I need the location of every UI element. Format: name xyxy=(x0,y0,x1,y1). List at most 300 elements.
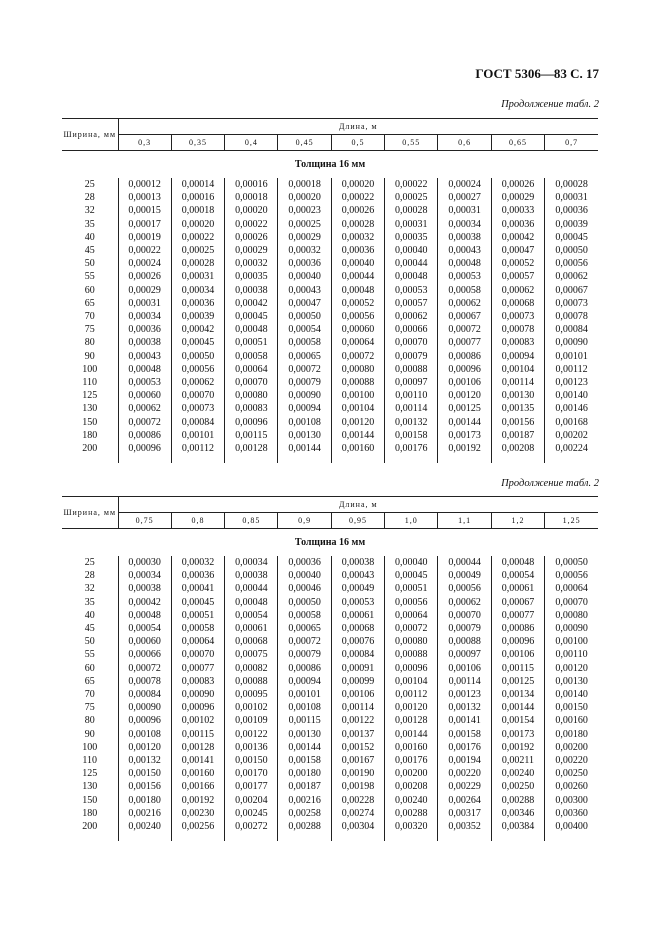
value-cell: 0,00384 xyxy=(491,820,544,833)
width-cell: 25 xyxy=(62,178,118,191)
table-row xyxy=(62,596,598,609)
width-cell: 35 xyxy=(62,218,118,231)
value-cell: 0,00040 xyxy=(278,569,331,582)
value-cell: 0,00079 xyxy=(278,376,331,389)
value-cell: 0,00204 xyxy=(225,794,278,807)
value-cell: 0,00048 xyxy=(331,284,384,297)
value-cell: 0,00038 xyxy=(331,556,384,569)
value-cell: 0,00025 xyxy=(385,191,438,204)
value-cell: 0,00018 xyxy=(171,204,224,217)
value-cell: 0,00047 xyxy=(278,297,331,310)
width-column-header: Ширина, мм xyxy=(62,497,118,529)
value-cell: 0,00128 xyxy=(385,714,438,727)
value-cell: 0,00038 xyxy=(118,582,171,595)
value-cell: 0,00125 xyxy=(491,675,544,688)
value-cell: 0,00096 xyxy=(385,662,438,675)
value-cell: 0,00264 xyxy=(438,794,491,807)
value-cell: 0,00068 xyxy=(331,622,384,635)
value-cell: 0,00132 xyxy=(438,701,491,714)
value-cell: 0,00288 xyxy=(491,794,544,807)
value-cell: 0,00079 xyxy=(385,350,438,363)
value-cell: 0,00115 xyxy=(171,728,224,741)
width-cell: 65 xyxy=(62,675,118,688)
width-cell: 40 xyxy=(62,609,118,622)
value-cell: 0,00125 xyxy=(438,402,491,415)
value-cell: 0,00130 xyxy=(491,389,544,402)
value-cell: 0,00073 xyxy=(555,297,588,309)
value-cell: 0,00073 xyxy=(491,310,544,323)
length-column-header: 0,75 xyxy=(118,513,171,529)
table-row xyxy=(62,297,598,310)
value-cell: 0,00028 xyxy=(171,257,224,270)
value-cell: 0,00045 xyxy=(171,336,224,349)
value-cell: 0,00050 xyxy=(171,350,224,363)
value-cell: 0,00043 xyxy=(438,244,491,257)
value-cell: 0,00065 xyxy=(278,350,331,363)
table-row xyxy=(62,284,598,297)
value-cell: 0,00167 xyxy=(331,754,384,767)
width-cell: 50 xyxy=(62,257,118,270)
value-cell: 0,00048 xyxy=(118,363,171,376)
value-cell: 0,00274 xyxy=(331,807,384,820)
value-cell: 0,00088 xyxy=(385,648,438,661)
value-cell: 0,00016 xyxy=(171,191,224,204)
value-cell: 0,00144 xyxy=(438,416,491,429)
value-cell: 0,00061 xyxy=(331,609,384,622)
value-cell: 0,00042 xyxy=(491,231,544,244)
value-cell: 0,00123 xyxy=(438,688,491,701)
value-cell: 0,00097 xyxy=(385,376,438,389)
table-row xyxy=(62,402,598,415)
value-cell: 0,00070 xyxy=(225,376,278,389)
value-cell: 0,00064 xyxy=(555,583,588,595)
width-cell: 32 xyxy=(62,204,118,217)
value-cell: 0,00304 xyxy=(331,820,384,833)
table-row xyxy=(62,675,598,688)
value-cell: 0,00042 xyxy=(118,596,171,609)
value-cell: 0,00064 xyxy=(385,609,438,622)
value-cell: 0,00036 xyxy=(171,569,224,582)
value-cell: 0,00154 xyxy=(491,714,544,727)
value-cell: 0,00112 xyxy=(171,442,224,455)
value-cell: 0,00020 xyxy=(278,191,331,204)
value-cell: 0,00070 xyxy=(438,609,491,622)
width-cell: 180 xyxy=(62,807,118,820)
width-cell: 70 xyxy=(62,688,118,701)
value-cell: 0,00102 xyxy=(225,701,278,714)
value-cell: 0,00240 xyxy=(491,767,544,780)
table-row xyxy=(62,622,598,635)
table-row xyxy=(62,416,598,429)
table-row xyxy=(62,609,598,622)
table-row xyxy=(62,376,598,389)
value-cell: 0,00400 xyxy=(555,821,588,833)
value-cell: 0,00034 xyxy=(118,569,171,582)
value-cell: 0,00068 xyxy=(491,297,544,310)
value-cell: 0,00036 xyxy=(331,244,384,257)
value-cell: 0,00229 xyxy=(438,780,491,793)
weight-table-2 xyxy=(62,496,598,841)
value-cell: 0,00156 xyxy=(118,780,171,793)
value-cell: 0,00090 xyxy=(171,688,224,701)
value-cell: 0,00050 xyxy=(555,245,588,257)
value-cell: 0,00141 xyxy=(171,754,224,767)
value-cell: 0,00088 xyxy=(331,376,384,389)
value-cell: 0,00072 xyxy=(118,662,171,675)
value-cell: 0,00106 xyxy=(491,648,544,661)
width-cell: 150 xyxy=(62,794,118,807)
value-cell: 0,00038 xyxy=(225,284,278,297)
value-cell: 0,00211 xyxy=(491,754,544,767)
value-cell: 0,00027 xyxy=(438,191,491,204)
value-cell: 0,00198 xyxy=(331,780,384,793)
value-cell: 0,00130 xyxy=(278,429,331,442)
table-row xyxy=(62,178,598,191)
value-cell: 0,00104 xyxy=(331,402,384,415)
value-cell: 0,00041 xyxy=(171,582,224,595)
value-cell: 0,00018 xyxy=(278,178,331,191)
value-cell: 0,00115 xyxy=(278,714,331,727)
value-cell: 0,00216 xyxy=(278,794,331,807)
value-cell: 0,00160 xyxy=(171,767,224,780)
value-cell: 0,00060 xyxy=(118,389,171,402)
value-cell: 0,00028 xyxy=(385,204,438,217)
table-row xyxy=(62,310,598,323)
value-cell: 0,00144 xyxy=(385,728,438,741)
value-cell: 0,00090 xyxy=(118,701,171,714)
value-cell: 0,00078 xyxy=(555,311,588,323)
value-cell: 0,00048 xyxy=(491,556,544,569)
continuation-label-2: Продолжение табл. 2 xyxy=(501,478,599,489)
value-cell: 0,00101 xyxy=(278,688,331,701)
width-cell: 45 xyxy=(62,622,118,635)
value-cell: 0,00052 xyxy=(491,257,544,270)
value-cell: 0,00062 xyxy=(555,271,588,283)
value-cell: 0,00140 xyxy=(555,689,588,701)
value-cell: 0,00036 xyxy=(555,205,588,217)
value-cell: 0,00056 xyxy=(331,310,384,323)
value-cell: 0,00168 xyxy=(555,416,588,428)
value-cell: 0,00250 xyxy=(491,780,544,793)
value-cell: 0,00079 xyxy=(278,648,331,661)
width-cell: 90 xyxy=(62,350,118,363)
value-cell: 0,00110 xyxy=(385,389,438,402)
section-title: Толщина 16 мм xyxy=(294,159,366,170)
value-cell: 0,00110 xyxy=(555,649,588,661)
value-cell: 0,00112 xyxy=(385,688,438,701)
value-cell: 0,00022 xyxy=(171,231,224,244)
value-cell: 0,00061 xyxy=(225,622,278,635)
value-cell: 0,00141 xyxy=(438,714,491,727)
value-cell: 0,00146 xyxy=(555,403,588,415)
value-cell: 0,00044 xyxy=(331,270,384,283)
value-cell: 0,00067 xyxy=(491,596,544,609)
width-column-header: Ширина, мм xyxy=(62,119,118,151)
value-cell: 0,00072 xyxy=(118,416,171,429)
value-cell: 0,00100 xyxy=(555,636,588,648)
value-cell: 0,00029 xyxy=(118,284,171,297)
value-cell: 0,00026 xyxy=(491,178,544,191)
value-cell: 0,00135 xyxy=(491,402,544,415)
length-column-header: 0,55 xyxy=(385,135,438,151)
value-cell: 0,00108 xyxy=(278,701,331,714)
value-cell: 0,00160 xyxy=(385,741,438,754)
table-row xyxy=(62,442,598,455)
value-cell: 0,00022 xyxy=(225,218,278,231)
value-cell: 0,00039 xyxy=(171,310,224,323)
value-cell: 0,00058 xyxy=(225,350,278,363)
value-cell: 0,00122 xyxy=(225,728,278,741)
value-cell: 0,00086 xyxy=(438,350,491,363)
table-row xyxy=(62,191,598,204)
value-cell: 0,00180 xyxy=(555,728,588,740)
value-cell: 0,00096 xyxy=(225,416,278,429)
value-cell: 0,00043 xyxy=(331,569,384,582)
value-cell: 0,00086 xyxy=(118,429,171,442)
value-cell: 0,00057 xyxy=(385,297,438,310)
table-row xyxy=(62,780,598,793)
value-cell: 0,00072 xyxy=(385,622,438,635)
value-cell: 0,00029 xyxy=(491,191,544,204)
value-cell: 0,00090 xyxy=(555,337,588,349)
value-cell: 0,00038 xyxy=(225,569,278,582)
value-cell: 0,00128 xyxy=(225,442,278,455)
value-cell: 0,00192 xyxy=(491,741,544,754)
value-cell: 0,00039 xyxy=(555,218,588,230)
value-cell: 0,00194 xyxy=(438,754,491,767)
value-cell: 0,00031 xyxy=(171,270,224,283)
value-cell: 0,00019 xyxy=(118,231,171,244)
width-cell: 60 xyxy=(62,662,118,675)
value-cell: 0,00077 xyxy=(171,662,224,675)
value-cell: 0,00023 xyxy=(278,204,331,217)
value-cell: 0,00060 xyxy=(118,635,171,648)
value-cell: 0,00045 xyxy=(555,231,588,243)
value-cell: 0,00115 xyxy=(225,429,278,442)
value-cell: 0,00064 xyxy=(225,363,278,376)
value-cell: 0,00114 xyxy=(491,376,544,389)
value-cell: 0,00137 xyxy=(331,728,384,741)
value-cell: 0,00109 xyxy=(225,714,278,727)
width-cell: 200 xyxy=(62,820,118,833)
value-cell: 0,00068 xyxy=(225,635,278,648)
value-cell: 0,00078 xyxy=(491,323,544,336)
value-cell: 0,00062 xyxy=(438,297,491,310)
table-row xyxy=(62,429,598,442)
value-cell: 0,00144 xyxy=(331,429,384,442)
value-cell: 0,00090 xyxy=(278,389,331,402)
width-cell: 80 xyxy=(62,714,118,727)
value-cell: 0,00097 xyxy=(438,648,491,661)
width-cell: 70 xyxy=(62,310,118,323)
table-row xyxy=(62,741,598,754)
value-cell: 0,00018 xyxy=(225,191,278,204)
value-cell: 0,00090 xyxy=(555,623,588,635)
length-column-header: 1,2 xyxy=(491,513,544,529)
value-cell: 0,00177 xyxy=(225,780,278,793)
value-cell: 0,00020 xyxy=(225,204,278,217)
table-row xyxy=(62,648,598,661)
value-cell: 0,00067 xyxy=(555,284,588,296)
table-row xyxy=(62,389,598,402)
value-cell: 0,00015 xyxy=(118,204,171,217)
value-cell: 0,00077 xyxy=(491,609,544,622)
value-cell: 0,00173 xyxy=(438,429,491,442)
width-cell: 75 xyxy=(62,323,118,336)
value-cell: 0,00034 xyxy=(118,310,171,323)
value-cell: 0,00208 xyxy=(491,442,544,455)
value-cell: 0,00144 xyxy=(491,701,544,714)
width-cell: 80 xyxy=(62,336,118,349)
value-cell: 0,00083 xyxy=(171,675,224,688)
value-cell: 0,00035 xyxy=(385,231,438,244)
table-row xyxy=(62,635,598,648)
value-cell: 0,00134 xyxy=(491,688,544,701)
value-cell: 0,00106 xyxy=(331,688,384,701)
value-cell: 0,00086 xyxy=(278,662,331,675)
table-row xyxy=(62,323,598,336)
table-row xyxy=(62,257,598,270)
value-cell: 0,00048 xyxy=(438,257,491,270)
value-cell: 0,00102 xyxy=(171,714,224,727)
value-cell: 0,00101 xyxy=(555,350,588,362)
value-cell: 0,00026 xyxy=(331,204,384,217)
value-cell: 0,00025 xyxy=(278,218,331,231)
value-cell: 0,00056 xyxy=(555,258,588,270)
value-cell: 0,00120 xyxy=(438,389,491,402)
value-cell: 0,00114 xyxy=(385,402,438,415)
value-cell: 0,00062 xyxy=(385,310,438,323)
table-row xyxy=(62,714,598,727)
value-cell: 0,00106 xyxy=(438,662,491,675)
value-cell: 0,00061 xyxy=(491,582,544,595)
value-cell: 0,00144 xyxy=(278,442,331,455)
width-cell: 40 xyxy=(62,231,118,244)
value-cell: 0,00038 xyxy=(118,336,171,349)
value-cell: 0,00080 xyxy=(225,389,278,402)
value-cell: 0,00028 xyxy=(331,218,384,231)
value-cell: 0,00045 xyxy=(385,569,438,582)
value-cell: 0,00064 xyxy=(171,635,224,648)
value-cell: 0,00094 xyxy=(278,402,331,415)
value-cell: 0,00083 xyxy=(225,402,278,415)
value-cell: 0,00045 xyxy=(171,596,224,609)
value-cell: 0,00060 xyxy=(331,323,384,336)
table-row xyxy=(62,754,598,767)
width-cell: 25 xyxy=(62,556,118,569)
value-cell: 0,00022 xyxy=(385,178,438,191)
width-cell: 110 xyxy=(62,754,118,767)
value-cell: 0,00049 xyxy=(331,582,384,595)
length-column-header: 1,1 xyxy=(438,513,491,529)
value-cell: 0,00228 xyxy=(331,794,384,807)
value-cell: 0,00062 xyxy=(438,596,491,609)
width-cell: 125 xyxy=(62,767,118,780)
width-cell: 45 xyxy=(62,244,118,257)
value-cell: 0,00216 xyxy=(118,807,171,820)
value-cell: 0,00160 xyxy=(331,442,384,455)
value-cell: 0,00176 xyxy=(385,442,438,455)
value-cell: 0,00288 xyxy=(278,820,331,833)
value-cell: 0,00048 xyxy=(385,270,438,283)
table-row xyxy=(62,556,598,569)
width-cell: 130 xyxy=(62,780,118,793)
value-cell: 0,00080 xyxy=(331,363,384,376)
value-cell: 0,00132 xyxy=(385,416,438,429)
value-cell: 0,00352 xyxy=(438,820,491,833)
value-cell: 0,00132 xyxy=(118,754,171,767)
value-cell: 0,00220 xyxy=(438,767,491,780)
table-row xyxy=(62,350,598,363)
value-cell: 0,00028 xyxy=(555,179,588,190)
value-cell: 0,00044 xyxy=(385,257,438,270)
width-cell: 100 xyxy=(62,363,118,376)
value-cell: 0,00058 xyxy=(171,622,224,635)
value-cell: 0,00036 xyxy=(278,257,331,270)
value-cell: 0,00088 xyxy=(225,675,278,688)
value-cell: 0,00044 xyxy=(225,582,278,595)
value-cell: 0,00130 xyxy=(555,675,588,687)
value-cell: 0,00040 xyxy=(278,270,331,283)
value-cell: 0,00077 xyxy=(438,336,491,349)
value-cell: 0,00062 xyxy=(491,284,544,297)
value-cell: 0,00130 xyxy=(278,728,331,741)
value-cell: 0,00250 xyxy=(555,768,588,780)
table-row xyxy=(62,688,598,701)
value-cell: 0,00026 xyxy=(225,231,278,244)
length-column-header: 0,9 xyxy=(278,513,331,529)
value-cell: 0,00032 xyxy=(171,556,224,569)
value-cell: 0,00150 xyxy=(118,767,171,780)
value-cell: 0,00032 xyxy=(278,244,331,257)
value-cell: 0,00240 xyxy=(118,820,171,833)
value-cell: 0,00320 xyxy=(385,820,438,833)
value-cell: 0,00070 xyxy=(171,648,224,661)
section-title: Толщина 16 мм xyxy=(294,537,366,548)
length-column-header: 1,0 xyxy=(385,513,438,529)
value-cell: 0,00045 xyxy=(225,310,278,323)
value-cell: 0,00224 xyxy=(555,443,588,455)
continuation-label: Продолжение табл. 2 xyxy=(501,99,599,110)
value-cell: 0,00053 xyxy=(331,596,384,609)
value-cell: 0,00101 xyxy=(171,429,224,442)
value-cell: 0,00104 xyxy=(491,363,544,376)
value-cell: 0,00043 xyxy=(278,284,331,297)
value-cell: 0,00022 xyxy=(118,244,171,257)
value-cell: 0,00054 xyxy=(225,609,278,622)
value-cell: 0,00082 xyxy=(225,662,278,675)
value-cell: 0,00056 xyxy=(555,570,588,582)
value-cell: 0,00288 xyxy=(385,807,438,820)
value-cell: 0,00051 xyxy=(171,609,224,622)
value-cell: 0,00034 xyxy=(438,218,491,231)
value-cell: 0,00120 xyxy=(555,662,588,674)
value-cell: 0,00300 xyxy=(555,794,588,806)
value-cell: 0,00114 xyxy=(331,701,384,714)
value-cell: 0,00128 xyxy=(171,741,224,754)
value-cell: 0,00173 xyxy=(491,728,544,741)
value-cell: 0,00108 xyxy=(278,416,331,429)
value-cell: 0,00166 xyxy=(171,780,224,793)
value-cell: 0,00070 xyxy=(171,389,224,402)
value-cell: 0,00056 xyxy=(385,596,438,609)
value-cell: 0,00360 xyxy=(555,807,588,819)
value-cell: 0,00104 xyxy=(385,675,438,688)
length-header: Длина, м xyxy=(118,497,598,513)
value-cell: 0,00032 xyxy=(331,231,384,244)
width-cell: 32 xyxy=(62,582,118,595)
value-cell: 0,00245 xyxy=(225,807,278,820)
